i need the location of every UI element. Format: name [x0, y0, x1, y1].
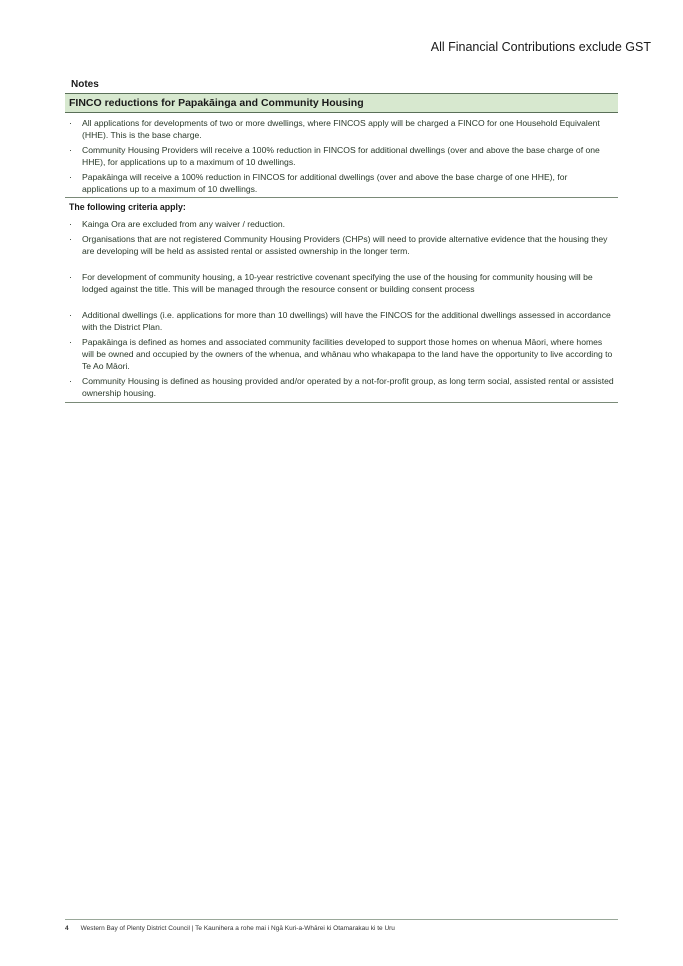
list-item-text: Community Housing Providers will receive a 100% reduction in FINCOS for additional dwellings (over and above the base charge of one HHE), for applications up to a maximum of 10 dwellings.	[82, 145, 600, 167]
bullet-icon: ·	[69, 118, 72, 128]
bullet-icon: ·	[69, 272, 72, 282]
reductions-list	[65, 113, 618, 197]
page-number: 4	[65, 925, 69, 932]
bullet-icon: ·	[69, 219, 72, 229]
bullet-icon: ·	[69, 234, 72, 244]
page-footer	[65, 925, 395, 932]
criteria-heading: The following criteria apply:	[69, 202, 186, 212]
bullet-icon: ·	[69, 337, 72, 347]
list-item-text: Additional dwellings (i.e. applications for more than 10 dwellings) will have the FINCOS for the additional dwellings assessed in accordance with the District Plan.	[82, 310, 611, 332]
divider	[65, 402, 618, 403]
list-item	[65, 375, 618, 399]
bullet-icon: ·	[69, 376, 72, 386]
bullet-icon: ·	[69, 145, 72, 155]
list-item	[65, 233, 618, 257]
list-item-text: Community Housing is defined as housing provided and/or operated by a not-for-profit group, as long term social, assisted rental or assisted ownership housing.	[82, 376, 614, 398]
notes-panel	[65, 93, 618, 403]
list-item	[65, 144, 618, 168]
gst-note: All Financial Contributions exclude GST	[430, 40, 651, 54]
list-item-text: Kainga Ora are excluded from any waiver / reduction.	[82, 219, 286, 229]
section-heading: FINCO reductions for Papakāinga and Community Housing	[65, 93, 618, 113]
list-item	[65, 117, 618, 141]
list-item	[65, 171, 618, 195]
footer-org-name: Western Bay of Plenty District Council | Te Kaunihera a rohe mai i Ngā Kuri-a-Whārei ki Otamarakau ki te Uru	[80, 925, 395, 932]
list-item	[65, 336, 618, 372]
notes-heading: Notes	[71, 79, 99, 90]
list-item-text: Papakāinga will receive a 100% reduction in FINCOS for additional dwellings (over and above the base charge of one HHE), for applications up to a maximum of 10 dwellings.	[82, 172, 568, 194]
list-item-text: For development of community housing, a 10-year restrictive covenant specifying the use of the housing for community housing will be lodged against the title. This will be managed through the resource consent or building consent process	[82, 272, 593, 294]
bullet-icon: ·	[69, 310, 72, 320]
list-item-text: Papakāinga is defined as homes and associated community facilities developed to support those homes on whenua Māori, where homes will be owned and occupied by the owners of the whenua, and whānau who whakapapa to the land have the opportunity to live according to Te Ao Māori.	[82, 337, 613, 371]
footer-divider	[65, 919, 618, 920]
list-item-text: Organisations that are not registered Community Housing Providers (CHPs) will need to provide alternative evidence that the housing they are developing will be held as assisted rental or assisted ownership in the longer term.	[82, 234, 608, 256]
list-item	[65, 309, 618, 333]
list-item	[65, 218, 618, 230]
list-item	[65, 271, 618, 295]
list-item-text: All applications for developments of two or more dwellings, where FINCOS apply will be charged a FINCO for one Household Equivalent (HHE). This is the base charge.	[82, 118, 600, 140]
bullet-icon: ·	[69, 172, 72, 182]
criteria-list	[65, 218, 618, 399]
